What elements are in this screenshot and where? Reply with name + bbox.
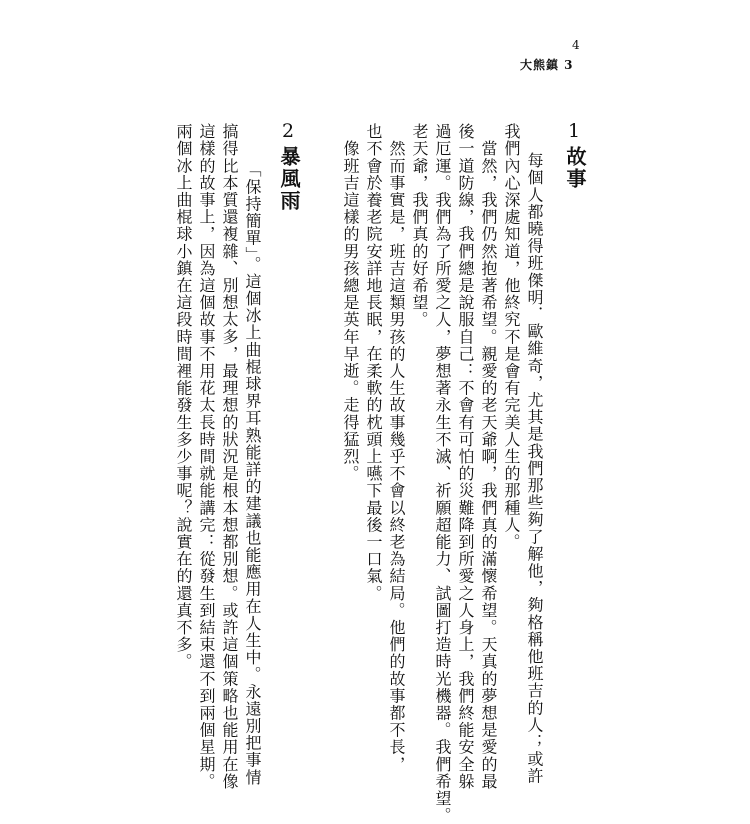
section-1-line-2: 我們內心深處知道，他終究不是會有完美人生的那種人。 [502, 123, 521, 551]
section-2-line-2: 搞得比本質還複雜、別想太多，最理想的狀況是根本想都別想。或許這個策略也能用在像 [220, 123, 239, 790]
running-head-book-title: 大熊鎮 3 [520, 58, 574, 72]
section-2-line-3: 這樣的故事上，因為這個故事不用花太長時間就能講完：從發生到結束還不到兩個星期。 [197, 123, 216, 790]
section-2-line-4: 兩個冰上曲棍球小鎮在這段時間裡能發生多少事呢？說實在的還真不多。 [174, 123, 193, 671]
section-1-line-6: 老天爺，我們真的好希望。 [410, 123, 429, 329]
section-2-number: 2 [282, 120, 295, 142]
section-1-line-5: 過厄運。我們為了所愛之人，夢想著永生不滅、祈願超能力、試圖打造時光機器。我們希望。 [433, 123, 452, 824]
section-1-line-7: 然而事實是，班吉這類男孩的人生故事幾乎不會以終老為結局。他們的故事都不長， [387, 123, 406, 773]
section-1-line-3: 當然，我們仍然抱著希望。親愛的老天爺啊，我們真的滿懷希望。天真的夢想是愛的最 [479, 123, 498, 790]
page-number: 4 [572, 38, 580, 52]
section-1-number: 1 [568, 120, 581, 142]
section-1-line-1: 每個人都曉得班傑明．歐維奇，尤其是我們那些夠了解他，夠格稱他班吉的人；或許 [525, 152, 544, 785]
section-1-line-4: 後一道防線，我們總是說服自己：不會有可怕的災難降到所愛之人身上，我們終能安全躲 [456, 123, 475, 790]
section-1-line-8: 也不會於養老院安詳地長眠，在柔軟的枕頭上嚥下最後一口氣。 [364, 123, 383, 602]
section-1-line-9: 像班吉這樣的男孩總是英年早逝。走得猛烈。 [341, 123, 360, 483]
section-2-line-1: 「保持簡單」。這個冰上曲棍球界耳熟能詳的建議也能應用在人生中。永遠別把事情 [243, 152, 262, 786]
section-1-title: 故事 [563, 146, 587, 190]
section-2-title: 暴風雨 [277, 146, 301, 212]
